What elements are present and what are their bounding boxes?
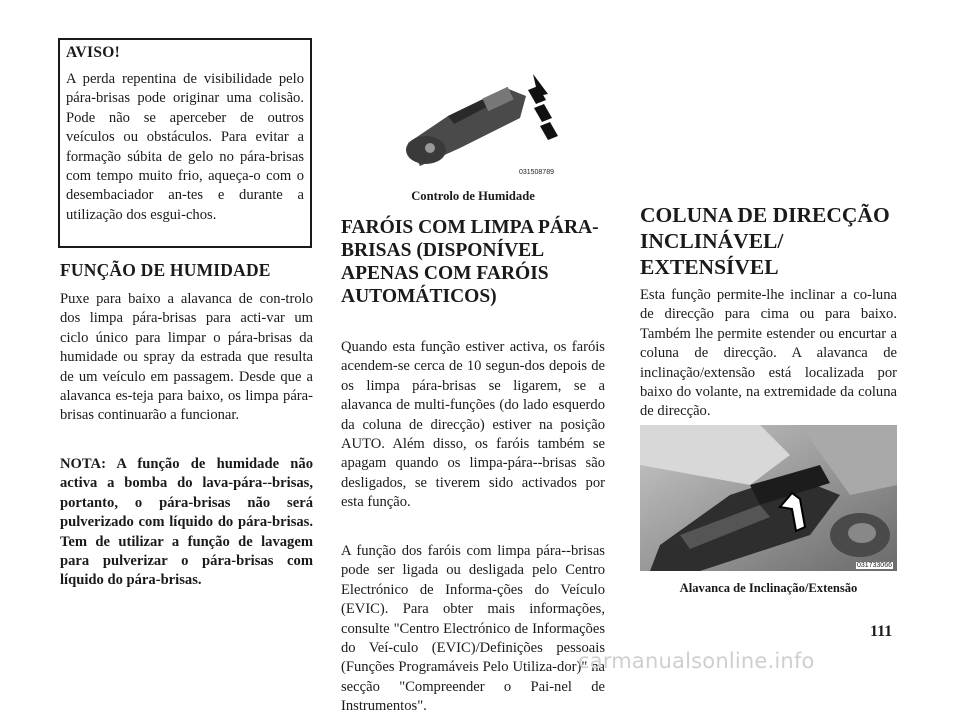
tilt-figure-caption: Alavanca de Inclinação/Extensão bbox=[679, 581, 858, 595]
headlights-body-2: A função dos faróis com limpa pára--brisas pode ser ligada ou desligada pelo Centro Electrónico de Informa-ções do Veículo (EVIC). Para obter mais informações, consulte "Centro Electrónico de Informações do Veí-culo (EVIC)/Definições pessoais (Funções Programáveis Pelo Utiliza-dor)" na secção "Compreender o Pai-nel de Instrumentos". bbox=[341, 543, 605, 715]
headlights-heading: FARÓIS COM LIMPA PÁRA-BRISAS (DISPONÍVEL APENAS COM FARÓIS AUTOMÁTICOS) bbox=[341, 217, 599, 307]
humidity-heading: FUNÇÃO DE HUMIDADE bbox=[60, 260, 271, 280]
headlights-body-1: Quando esta função estiver activa, os faróis acendem-se cerca de 10 segun-dos depois de os limpa pára-brisas se ligarem, se a alavanca de multi-funções (do lado esquerdo da coluna de direcção) estiver na posição AUTO. Além disso, os faróis também se apagam quando os limpa-pára--brisas são desligados, se tiverem sido activados por esta função. bbox=[341, 339, 605, 511]
wiper-lever-illustration bbox=[388, 38, 558, 178]
warning-text: A perda repentina de visibilidade pelo pára-brisas pode originar uma colisão. Pode não se aperceber de outros veículos ou obstáculos. Para evitar a formação súbita de gelo no pára-brisas com tempo muito frio, aqueça-o com o desembaciador an-tes e durante a utilização dos esgui-chos. bbox=[66, 71, 304, 223]
warning-box bbox=[58, 38, 312, 248]
humidity-figure-caption: Controlo de Humidade bbox=[411, 189, 535, 203]
tilt-lever-figure bbox=[640, 425, 897, 571]
page-number: 111 bbox=[870, 623, 893, 640]
humidity-body: Puxe para baixo a alavanca de con-trolo dos limpa pára-brisas para acti-var um ciclo único para limpar o pára-brisas da humidade ou spray da estrada que resulta de um veículo em passagem. Desde que a alavanca es-teja para baixo, os limpa pára-brisas continuarão a funcionar. bbox=[60, 291, 313, 424]
warning-title: AVISO! bbox=[66, 44, 121, 61]
tilt-figure-code: 031733066 bbox=[856, 562, 892, 569]
humidity-control-figure bbox=[388, 38, 558, 178]
column-heading: COLUNA DE DIRECÇÃO INCLINÁVEL/ EXTENSÍVEL bbox=[640, 203, 890, 279]
steering-column-photo bbox=[640, 425, 897, 571]
watermark: carmanualsonline.info bbox=[578, 649, 815, 673]
column-body: Esta função permite-lhe inclinar a co-luna de direcção para cima ou para baixo. Também lhe permite estender ou encurtar a coluna de direcção. A alavanca de inclinação/extensão está localizada por baixo do volante, na extremidade da coluna de direcção. bbox=[640, 287, 897, 420]
humidity-note: NOTA: A função de humidade não activa a bomba do lava-pára--brisas, portanto, o pára-brisas não será pulverizado com líquido do pára-brisas. Tem de utilizar a função de lavagem para pulverizar o pára-brisas com líquido do pára-brisas. bbox=[60, 456, 313, 589]
humidity-figure-code: 031508789 bbox=[518, 169, 554, 176]
